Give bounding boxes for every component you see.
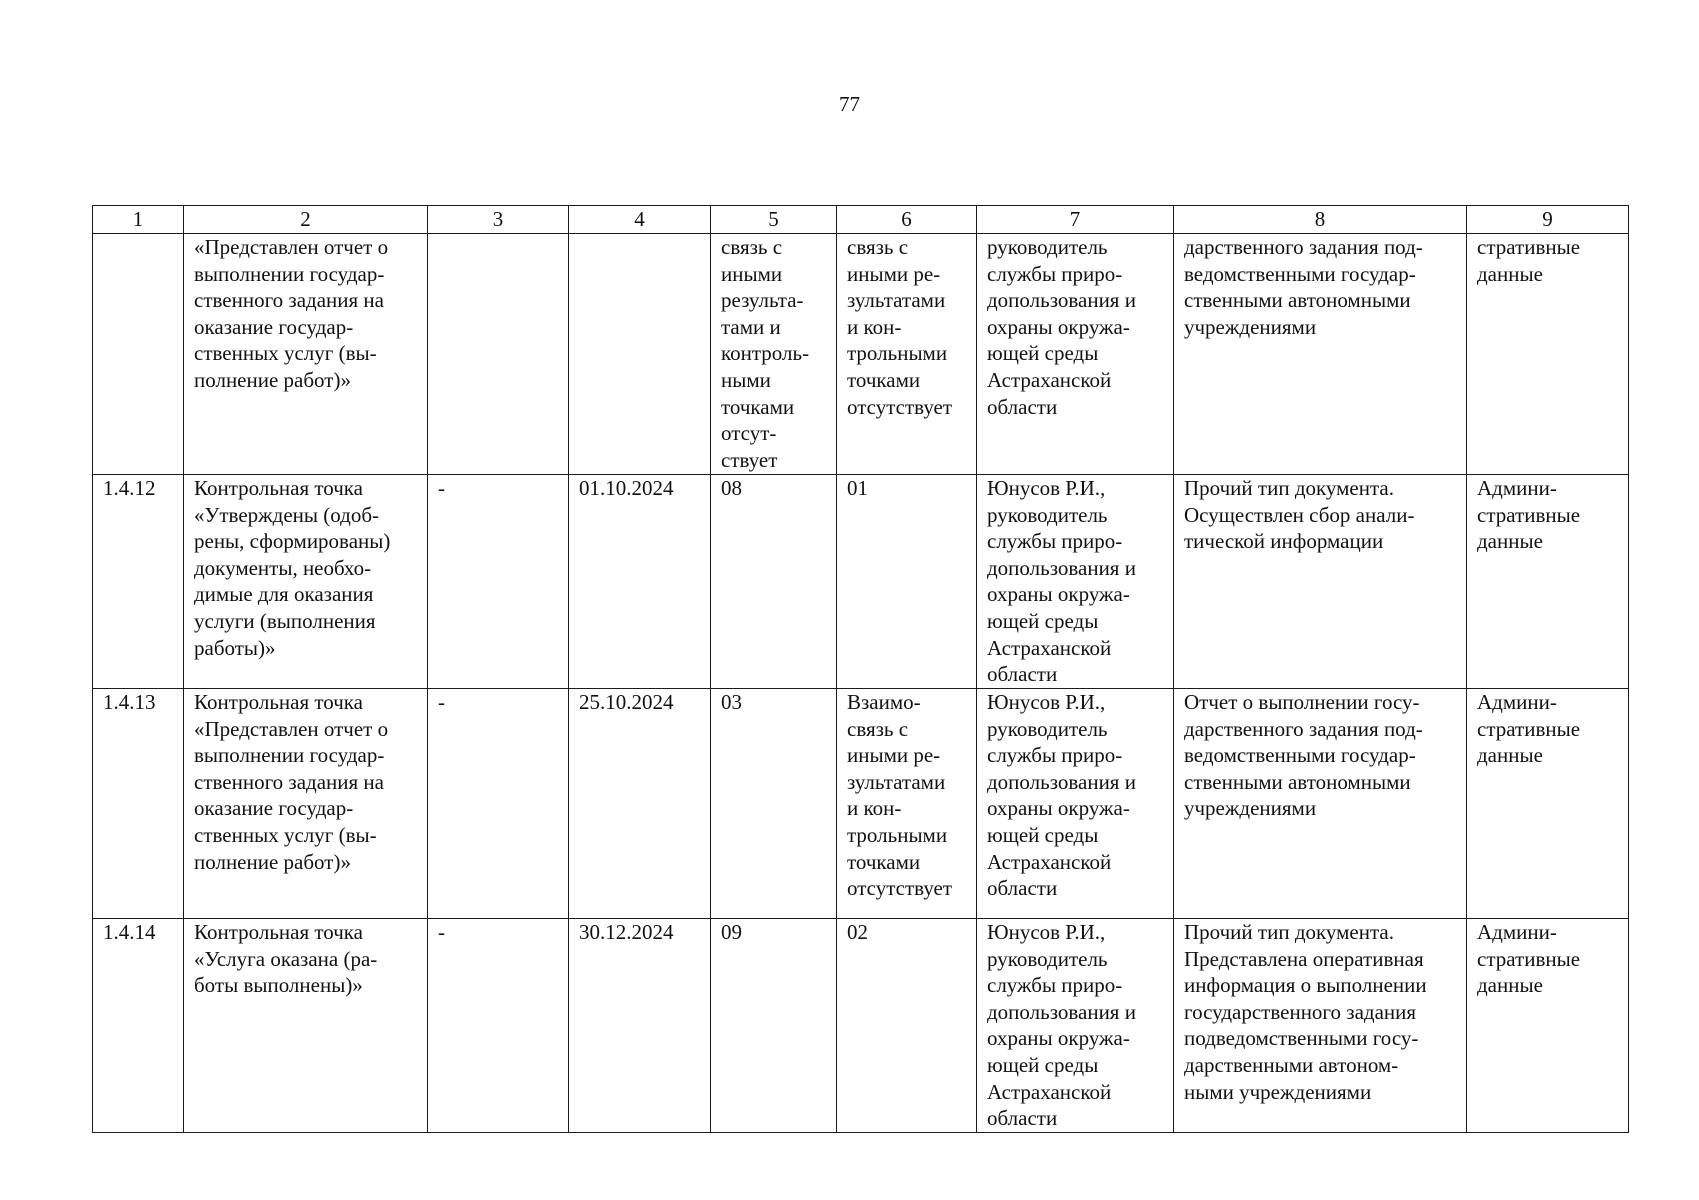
row-number-cell: 1.4.13 <box>93 689 184 919</box>
successor-cell: 02 <box>837 919 977 1133</box>
column-header: 5 <box>711 206 837 234</box>
column-header: 2 <box>184 206 428 234</box>
predecessor-cell: связь с иными результа- тами и контроль- ными точками отсут- ствует <box>711 234 837 475</box>
predecessor-cell: 09 <box>711 919 837 1133</box>
column-header: 4 <box>569 206 711 234</box>
table-row <box>93 919 1629 1133</box>
document-type-cell: Прочий тип документа. Представлена оперативная информация о выполнении государственного задания подведомственными госу- дарственными автоном- ными учреждениями <box>1174 919 1467 1133</box>
document-type-cell: Прочий тип документа. Осуществлен сбор анали- тической информации <box>1174 475 1467 689</box>
column-header: 6 <box>837 206 977 234</box>
document-type-cell: Отчет о выполнении госу- дарственного задания под- ведомственными государ- ственными автономными учреждениями <box>1174 689 1467 919</box>
column-header: 7 <box>977 206 1174 234</box>
responsible-cell: руководитель службы приро- допользования и охраны окружа- ющей среды Астраханской области <box>977 234 1174 475</box>
end-date-cell: 25.10.2024 <box>569 689 711 919</box>
control-points-table <box>92 205 1629 1133</box>
page-number: 77 <box>839 92 860 116</box>
start-date-cell: - <box>428 919 569 1133</box>
start-date-cell <box>428 234 569 475</box>
end-date-cell <box>569 234 711 475</box>
row-number-cell: 1.4.14 <box>93 919 184 1133</box>
info-system-cell: Админи- стративные данные <box>1467 919 1629 1133</box>
table-row <box>93 475 1629 689</box>
row-number-cell: 1.4.12 <box>93 475 184 689</box>
successor-cell: Взаимо- связь с иными ре- зультатами и кон- трольными точками отсутствует <box>837 689 977 919</box>
column-header: 8 <box>1174 206 1467 234</box>
start-date-cell: - <box>428 689 569 919</box>
predecessor-cell: 08 <box>711 475 837 689</box>
predecessor-cell: 03 <box>711 689 837 919</box>
column-header: 3 <box>428 206 569 234</box>
responsible-cell: Юнусов Р.И., руководитель службы приро- допользования и охраны окружа- ющей среды Астраханской области <box>977 919 1174 1133</box>
row-number-cell <box>93 234 184 475</box>
info-system-cell: Админи- стративные данные <box>1467 475 1629 689</box>
column-header: 9 <box>1467 206 1629 234</box>
table-row <box>93 234 1629 475</box>
end-date-cell: 30.12.2024 <box>569 919 711 1133</box>
responsible-cell: Юнусов Р.И., руководитель службы приро- допользования и охраны окружа- ющей среды Астраханской области <box>977 475 1174 689</box>
info-system-cell: Админи- стративные данные <box>1467 689 1629 919</box>
responsible-cell: Юнусов Р.И., руководитель службы приро- допользования и охраны окружа- ющей среды Астраханской области <box>977 689 1174 919</box>
info-system-cell: стративные данные <box>1467 234 1629 475</box>
header-row <box>93 206 1629 234</box>
document-type-cell: дарственного задания под- ведомственными государ- ственными автономными учреждениями <box>1174 234 1467 475</box>
control-point-name-cell: Контрольная точка «Услуга оказана (ра- боты выполнены)» <box>184 919 428 1133</box>
control-point-name-cell: Контрольная точка «Утверждены (одоб- рены, сформированы) документы, необхо- димые для оказания услуги (выполнения работы)» <box>184 475 428 689</box>
start-date-cell: - <box>428 475 569 689</box>
successor-cell: связь с иными ре- зультатами и кон- трольными точками отсутствует <box>837 234 977 475</box>
control-point-name-cell: «Представлен отчет о выполнении государ- ственного задания на оказание государ- ственных услуг (вы- полнение работ)» <box>184 234 428 475</box>
successor-cell: 01 <box>837 475 977 689</box>
end-date-cell: 01.10.2024 <box>569 475 711 689</box>
column-header: 1 <box>93 206 184 234</box>
control-point-name-cell: Контрольная точка «Представлен отчет о выполнении государ- ственного задания на оказание государ- ственных услуг (вы- полнение работ)» <box>184 689 428 919</box>
table-row <box>93 689 1629 919</box>
